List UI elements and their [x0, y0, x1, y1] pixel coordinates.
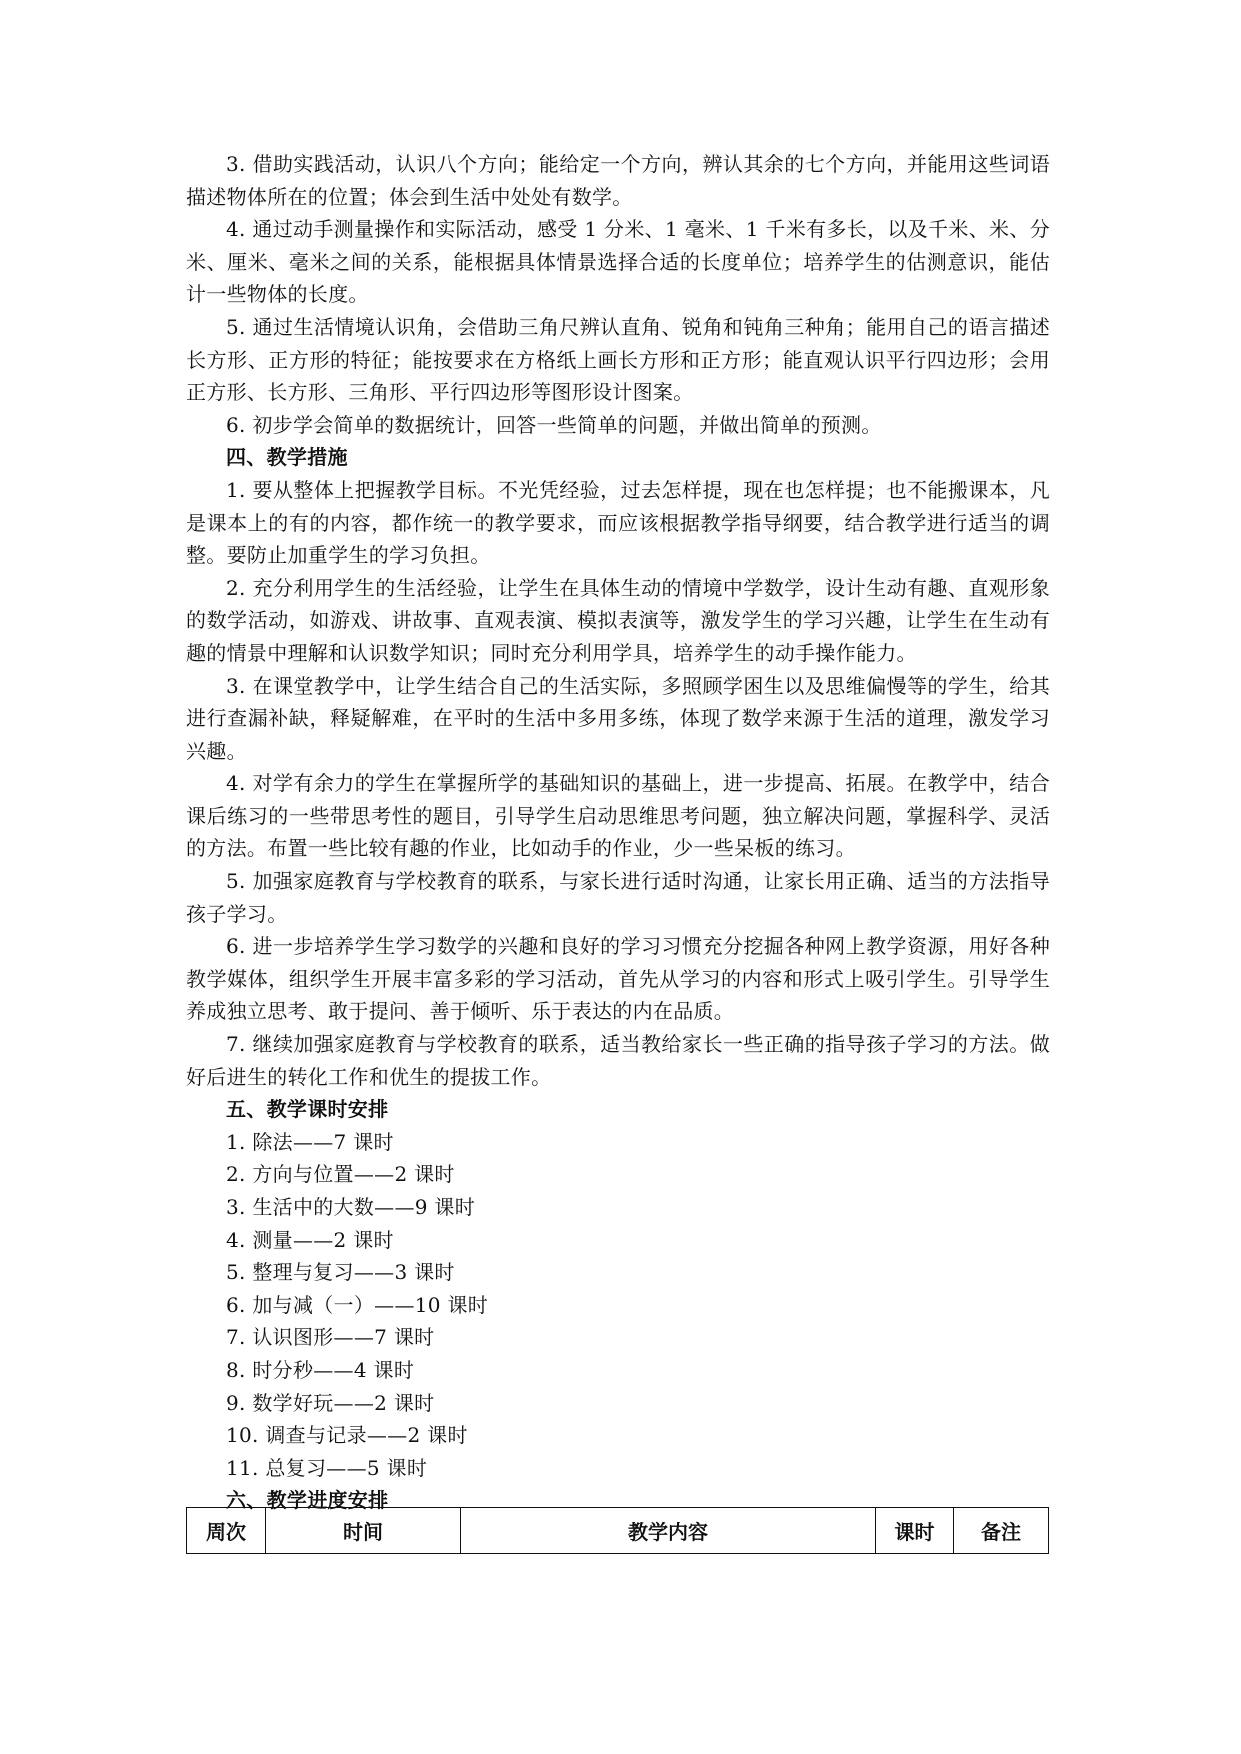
table-header-row — [187, 1508, 1049, 1554]
goal-paragraph-4: 4. 通过动手测量操作和实际活动，感受 1 分米、1 毫米、1 千米有多长，以及千米、米、分米、厘米、毫米之间的关系，能根据具体情景选择合适的长度单位；培养学生的估测意识，能估计一些物体的长度。 — [186, 217, 1050, 307]
lesson-hours-item: 6. 加与减（一）——10 课时 — [226, 1292, 489, 1317]
section-heading-lesson-hours: 五、教学课时安排 — [226, 1097, 389, 1122]
column-header-content: 教学内容 — [461, 1508, 876, 1554]
section-heading-schedule: 六、教学进度安排 — [226, 1488, 389, 1513]
measure-paragraph-6: 6. 进一步培养学生学习数学的兴趣和良好的学习习惯充分挖掘各种网上教学资源，用好各种教学媒体，组织学生开展丰富多彩的学习活动，首先从学习的内容和形式上吸引学生。引导学生养成独立思考、敢于提问、善于倾听、乐于表达的内在品质。 — [186, 934, 1050, 1024]
lesson-hours-item: 2. 方向与位置——2 课时 — [226, 1162, 455, 1187]
lesson-hours-item: 11. 总复习——5 课时 — [226, 1455, 428, 1480]
lesson-hours-item: 4. 测量——2 课时 — [226, 1227, 394, 1252]
column-header-time: 时间 — [266, 1508, 461, 1554]
goal-paragraph-5: 5. 通过生活情境认识角，会借助三角尺辨认直角、锐角和钝角三种角；能用自己的语言描述长方形、正方形的特征；能按要求在方格纸上画长方形和正方形；能直观认识平行四边形；会用正方形、长方形、三角形、平行四边形等图形设计图案。 — [186, 314, 1050, 405]
measure-paragraph-3: 3. 在课堂教学中，让学生结合自己的生活实际，多照顾学困生以及思维偏慢等的学生，给其进行查漏补缺，释疑解难，在平时的生活中多用多练，体现了数学来源于生活的道理，激发学习兴趣。 — [186, 673, 1050, 763]
column-header-hours: 课时 — [876, 1508, 954, 1554]
section-heading-teaching-measures: 四、教学措施 — [226, 445, 348, 470]
lesson-hours-item: 5. 整理与复习——3 课时 — [226, 1260, 455, 1285]
lesson-hours-item: 9. 数学好玩——2 课时 — [226, 1390, 435, 1415]
measure-paragraph-4: 4. 对学有余力的学生在掌握所学的基础知识的基础上，进一步提高、拓展。在教学中，结合课后练习的一些带思考性的题目，引导学生启动思维思考问题，独立解决问题，掌握科学、灵活的方法。布置一些比较有趣的作业，比如动手的作业，少一些呆板的练习。 — [186, 771, 1050, 861]
goal-paragraph-6: 6. 初步学会简单的数据统计，回答一些简单的问题，并做出简单的预测。 — [226, 412, 882, 437]
lesson-hours-item: 3. 生活中的大数——9 课时 — [226, 1195, 476, 1219]
measure-paragraph-2: 2. 充分利用学生的生活经验，让学生在具体生动的情境中学数学，设计生动有趣、直观形象的数学活动，如游戏、讲故事、直观表演、模拟表演等，激发学生的学习兴趣，让学生在生动有趣的情景中理解和认识数学知识；同时充分利用学具，培养学生的动手操作能力。 — [186, 575, 1050, 665]
measure-paragraph-1: 1. 要从整体上把握教学目标。不光凭经验，过去怎样提，现在也怎样提；也不能搬课本，凡是课本上的有的内容，都作统一的教学要求，而应该根据教学指导纲要，结合教学进行适当的调整。要防止加重学生的学习负担。 — [186, 477, 1050, 568]
lesson-hours-item: 7. 认识图形——7 课时 — [226, 1325, 435, 1350]
lesson-hours-item: 1. 除法——7 课时 — [226, 1129, 394, 1154]
goal-paragraph-3: 3. 借助实践活动，认识八个方向；能给定一个方向，辨认其余的七个方向，并能用这些词语描述物体所在的位置；体会到生活中处处有数学。 — [186, 152, 1050, 209]
schedule-table — [186, 1507, 1049, 1554]
column-header-notes: 备注 — [954, 1508, 1049, 1554]
document-page — [186, 148, 1050, 1517]
measure-paragraph-5: 5. 加强家庭教育与学校教育的联系，与家长进行适时沟通，让家长用正确、适当的方法指导孩子学习。 — [186, 869, 1050, 926]
lesson-hours-item: 10. 调查与记录——2 课时 — [226, 1423, 468, 1448]
lesson-hours-item: 8. 时分秒——4 课时 — [226, 1357, 415, 1382]
measure-paragraph-7: 7. 继续加强家庭教育与学校教育的联系，适当教给家长一些正确的指导孩子学习的方法。做好后进生的转化工作和优生的提拔工作。 — [186, 1032, 1050, 1089]
column-header-week: 周次 — [187, 1508, 266, 1554]
